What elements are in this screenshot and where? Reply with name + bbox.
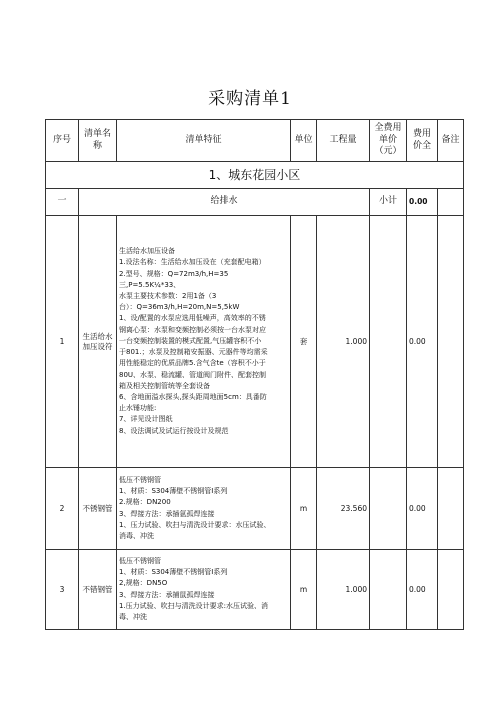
row-feature — [117, 216, 291, 468]
header-unit-price: 全费用单价（元） — [370, 120, 407, 162]
feature-line: 于801.；水泵及控制箱安振器、元器件等均需采 — [119, 348, 268, 357]
subsection-row — [46, 189, 464, 216]
feature-line: 3、焊接方法：承捕鼠孤焊连接 — [119, 590, 215, 599]
row-note — [438, 216, 464, 468]
feature-line: 低压不锈钢管 — [119, 556, 161, 565]
subsection-note — [438, 189, 464, 216]
row-feature — [117, 550, 291, 630]
feature-line: 80U、水泵、稳流罐、管道阀门附件、配套控制 — [119, 370, 267, 379]
feature-line: 1、压力试验、吹扫与清洗设计要求：水压试验、 — [119, 520, 271, 529]
feature-line: 1.设法名称：生活给水加压设在（充套配电箱） — [119, 258, 266, 267]
row-name: 生活给水加压设符 — [79, 216, 117, 468]
section-title: 1、城东花园小区 — [46, 162, 464, 189]
row-unit-price — [370, 468, 407, 550]
row-seq: 3 — [46, 550, 79, 630]
feature-line: 止水锤功能: — [119, 404, 157, 413]
header-total: 费用价全 — [407, 120, 438, 162]
feature-line: 2,规格：DN5O — [119, 579, 168, 588]
row-name: 不错钢管 — [79, 550, 117, 630]
subtotal-label: 小计 — [370, 189, 407, 216]
header-seq: 序号 — [46, 120, 79, 162]
procurement-table — [45, 119, 464, 630]
header-unit: 单位 — [291, 120, 317, 162]
table-row — [46, 550, 464, 630]
subsection-name: 给排水 — [79, 189, 370, 216]
feature-line: 消毒、冲洗 — [119, 531, 154, 540]
feature-line: 一台变频控制装置的模式配置,气压罐容积不小 — [119, 336, 262, 345]
feature-line: 1、材质：S304薄壁不锈钢管I系列 — [119, 487, 228, 496]
feature-line: 低压不锈钢管 — [119, 475, 161, 484]
feature-line: 生活给水加压设备 — [119, 247, 175, 256]
feature-line: 1、材质：S304薄壁不锈钢管I系列 — [119, 568, 228, 577]
row-seq: 1 — [46, 216, 79, 468]
row-unit-price — [370, 216, 407, 468]
feature-line: 钢离心泵：水泵和变频控制必须按一台水泵对应 — [119, 325, 266, 334]
feature-line: 1、设/配置的水泵应选用低噪声，高效率的不锈 — [119, 314, 266, 323]
subsection-seq: 一 — [46, 189, 79, 216]
table-row — [46, 216, 464, 468]
row-unit: 套 — [291, 216, 317, 468]
row-qty: 1.000 — [317, 550, 370, 630]
row-note — [438, 550, 464, 630]
feature-line: 毒、冲洗 — [119, 612, 147, 621]
feature-line: 2.规格：DN200 — [119, 498, 171, 507]
feature-line: 1.压力试验、吹扫与清洗设计要求:水压试验、消 — [119, 601, 269, 610]
row-unit: m — [291, 550, 317, 630]
row-total: 0.00 — [407, 216, 438, 468]
header-qty: 工程量 — [317, 120, 370, 162]
feature-line: 3、焊接方法：承插氩孤焊连接 — [119, 509, 215, 518]
feature-line: 台）：Q=36m3/h,H=20m,N=5,5kW — [119, 303, 240, 312]
row-unit: m — [291, 468, 317, 550]
feature-line: 箱及相关控制管统等全套设备 — [119, 381, 210, 390]
feature-line: 6、含地面溢水探头,探头距周地面5cm：具番防 — [119, 392, 267, 401]
feature-line: 7、详见设计图纸 — [119, 415, 173, 424]
header-row — [46, 120, 464, 162]
row-note — [438, 468, 464, 550]
feature-line: 2.型号、规格：Q=72m3/h,H=35三,P=5.5K¼*33、 — [119, 269, 229, 289]
subtotal-value: 0.00 — [407, 189, 438, 216]
feature-line: 用性能稳定的优质品牌5.含气含te（容积不小于 — [119, 359, 266, 368]
row-name: 不锈钢管 — [79, 468, 117, 550]
row-qty: 23.560 — [317, 468, 370, 550]
header-name: 清单名称 — [79, 120, 117, 162]
row-total: 0.00 — [407, 468, 438, 550]
header-note: 备注 — [438, 120, 464, 162]
feature-line: 水泵主要技术参数：2用1备（3 — [119, 292, 217, 301]
feature-line: 8、设法调试及试运行按设计及规范 — [119, 426, 229, 435]
page-title: 采购清单1 — [208, 89, 292, 109]
row-qty: 1.000 — [317, 216, 370, 468]
table-row — [46, 468, 464, 550]
section-row — [46, 162, 464, 189]
row-unit-price — [370, 550, 407, 630]
row-total: 0.00 — [407, 550, 438, 630]
header-feature: 清单特征 — [117, 120, 291, 162]
row-seq: 2 — [46, 468, 79, 550]
row-feature — [117, 468, 291, 550]
